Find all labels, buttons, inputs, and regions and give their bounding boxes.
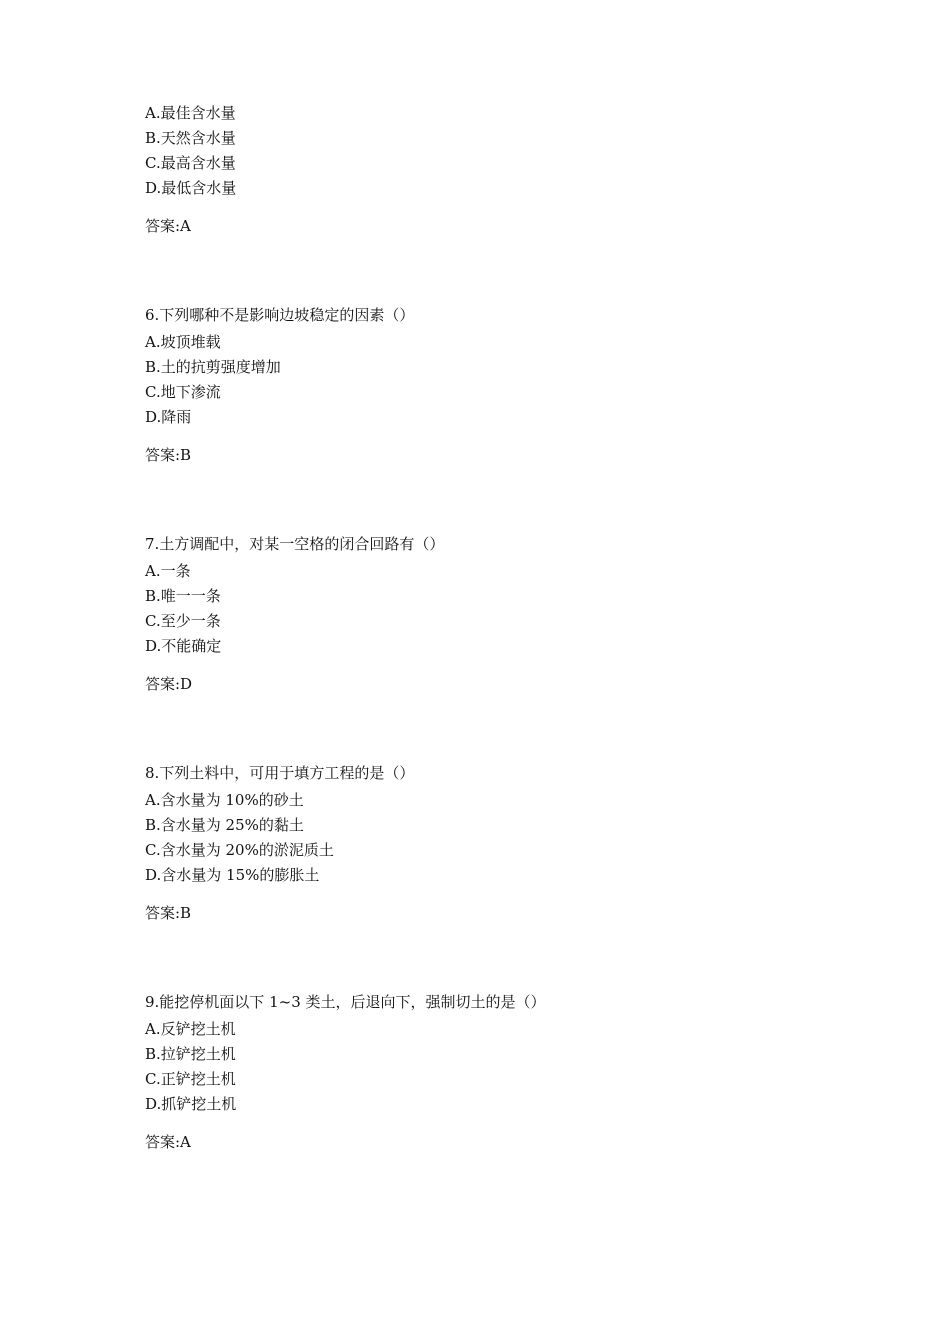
q5-option-d: D.最低含水量 <box>145 179 237 197</box>
q5-answer: 答案:A <box>145 217 191 235</box>
q9-option-a: A.反铲挖土机 <box>145 1020 236 1038</box>
q6-option-b: B.土的抗剪强度增加 <box>145 358 281 376</box>
q8-option-a: A.含水量为 10%的砂土 <box>145 791 304 809</box>
q8-answer: 答案:B <box>145 904 192 922</box>
q5-option-a: A.最佳含水量 <box>145 104 236 122</box>
q7-option-a: A.一条 <box>145 562 191 580</box>
q8-option-b: B.含水量为 25%的黏土 <box>145 816 304 834</box>
q8-question: 8.下列土料中，可用于填方工程的是（） <box>145 764 415 782</box>
q5-option-b: B.天然含水量 <box>145 129 236 147</box>
q9-answer: 答案:A <box>145 1133 191 1151</box>
q7-option-c: C.至少一条 <box>145 612 221 630</box>
q5-option-c: C.最高含水量 <box>145 154 236 172</box>
q9-option-b: B.拉铲挖土机 <box>145 1045 236 1063</box>
q9-question: 9.能挖停机面以下 1~3 类土，后退向下，强制切土的是（） <box>145 993 546 1011</box>
q6-answer: 答案:B <box>145 446 192 464</box>
q7-option-d: D.不能确定 <box>145 637 222 655</box>
q9-option-d: D.抓铲挖土机 <box>145 1095 237 1113</box>
q7-question: 7.土方调配中，对某一空格的闭合回路有（） <box>145 535 445 553</box>
q6-option-c: C.地下渗流 <box>145 383 221 401</box>
q6-option-a: A.坡顶堆载 <box>145 333 221 351</box>
q6-option-d: D.降雨 <box>145 408 192 426</box>
q7-option-b: B.唯一一条 <box>145 587 221 605</box>
q9-option-c: C.正铲挖土机 <box>145 1070 236 1088</box>
q8-option-c: C.含水量为 20%的淤泥质土 <box>145 841 334 859</box>
q7-answer: 答案:D <box>145 675 193 693</box>
q6-question: 6.下列哪种不是影响边坡稳定的因素（） <box>145 306 415 324</box>
q8-option-d: D.含水量为 15%的膨胀土 <box>145 866 320 884</box>
